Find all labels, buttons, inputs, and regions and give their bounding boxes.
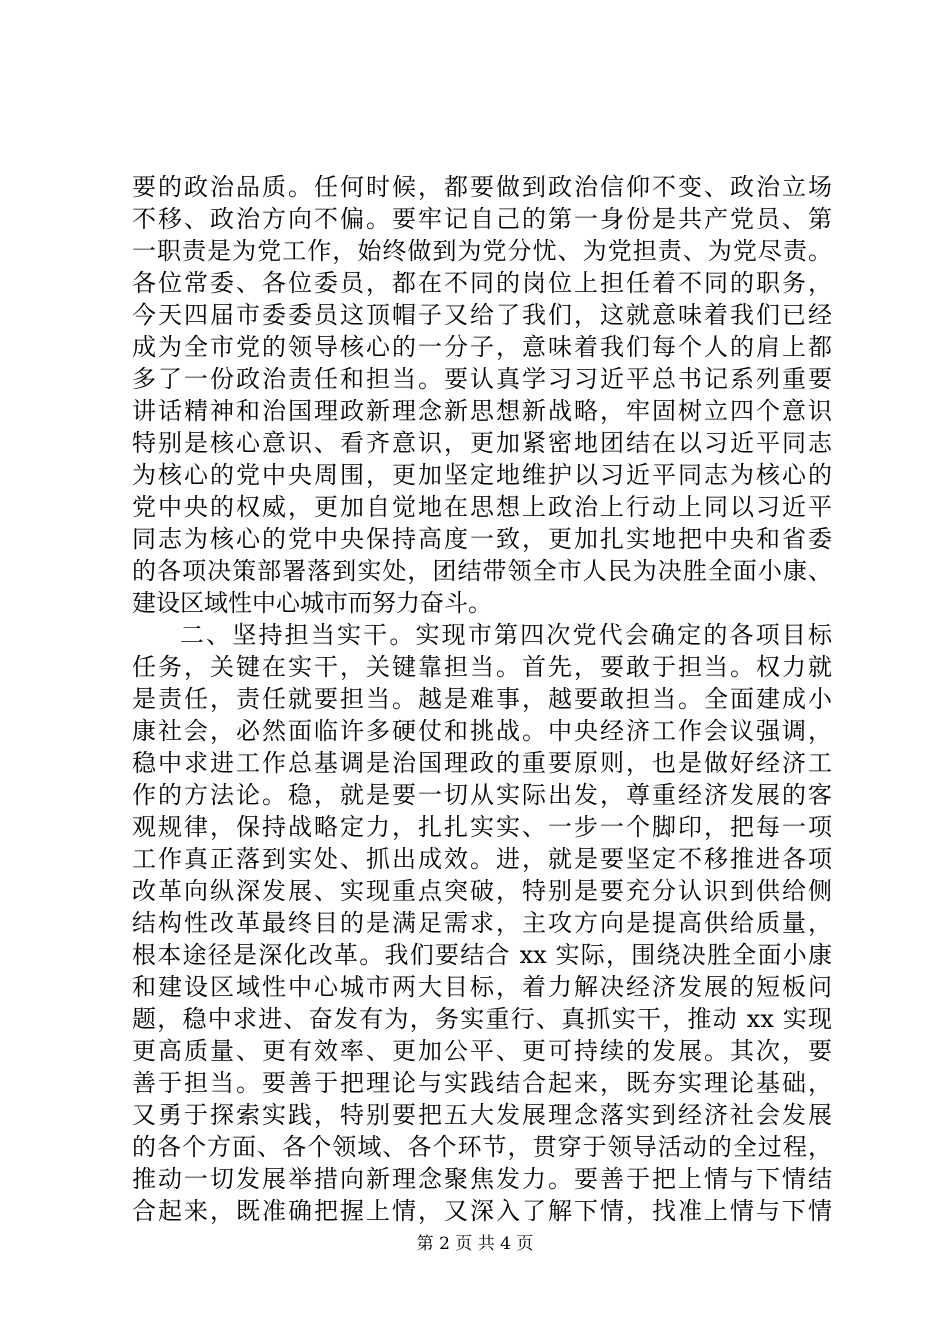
page-footer: 第 2 页 共 4 页	[416, 1234, 534, 1254]
text-line: 为核心的党中央周围，更加坚定地维护以习近平同志为核心的	[132, 461, 832, 489]
text-line: 要的政治品质。任何时候，都要做到政治信仰不变、政治立场	[132, 173, 832, 201]
text-line: 改革向纵深发展、实现重点突破，特别是要充分认识到供给侧	[132, 877, 832, 905]
text-line: 是责任，责任就要担当。越是难事，越要敢担当。全面建成小	[132, 685, 832, 713]
text-line: 多了一份政治责任和担当。要认真学习习近平总书记系列重要	[132, 365, 832, 393]
text-line: 合起来，既准确把握上情，又深入了解下情，找准上情与下情	[132, 1197, 832, 1225]
text-line: 讲话精神和治国理政新理念新思想新战略，牢固树立四个意识	[132, 397, 832, 425]
text-line: 任务，关键在实干，关键靠担当。首先，要敢于担当。权力就	[132, 653, 832, 681]
text-line: 更高质量、更有效率、更加公平、更可持续的发展。其次，要	[132, 1037, 832, 1065]
text-line: 不移、政治方向不偏。要牢记自己的第一身份是共产党员、第	[132, 205, 832, 233]
text-line: 推动一切发展举措向新理念聚焦发力。要善于把上情与下情结	[132, 1165, 832, 1193]
text-line: 建设区域性中心城市而努力奋斗。	[132, 589, 492, 617]
text-line: 的各个方面、各个领域、各个环节，贯穿于领导活动的全过程，	[132, 1133, 832, 1161]
text-line: 的各项决策部署落到实处，团结带领全市人民为决胜全面小康、	[132, 557, 832, 585]
text-line: 题，稳中求进、奋发有为，务实重行、真抓实干，推动 xx 实现	[132, 1005, 832, 1033]
text-line: 结构性改革最终目的是满足需求，主攻方向是提高供给质量，	[132, 909, 832, 937]
text-line: 又勇于探索实践，特别要把五大发展理念落实到经济社会发展	[132, 1101, 832, 1129]
body-text	[132, 171, 832, 1227]
text-line: 一职责是为党工作，始终做到为党分忧、为党担责、为党尽责。	[132, 237, 832, 265]
text-line: 工作真正落到实处、抓出成效。进，就是要坚定不移推进各项	[132, 845, 832, 873]
text-line: 二、坚持担当实干。实现市第四次党代会确定的各项目标	[180, 621, 832, 649]
text-line: 成为全市党的领导核心的一分子，意味着我们每个人的肩上都	[132, 333, 832, 361]
text-line: 稳中求进工作总基调是治国理政的重要原则，也是做好经济工	[132, 749, 832, 777]
text-line: 作的方法论。稳，就是要一切从实际出发，尊重经济发展的客	[132, 781, 832, 809]
text-line: 特别是核心意识、看齐意识，更加紧密地团结在以习近平同志	[132, 429, 832, 457]
text-line: 康社会，必然面临许多硬仗和挑战。中央经济工作会议强调，	[132, 717, 832, 745]
text-line: 善于担当。要善于把理论与实践结合起来，既夯实理论基础，	[132, 1069, 832, 1097]
text-line: 和建设区域性中心城市两大目标，着力解决经济发展的短板问	[132, 973, 832, 1001]
text-line: 党中央的权威，更加自觉地在思想上政治上行动上同以习近平	[132, 493, 832, 521]
text-line: 各位常委、各位委员，都在不同的岗位上担任着不同的职务，	[132, 269, 832, 297]
text-line: 今天四届市委委员这顶帽子又给了我们，这就意味着我们已经	[132, 301, 832, 329]
text-line: 观规律，保持战略定力，扎扎实实、一步一个脚印，把每一项	[132, 813, 832, 841]
text-line: 根本途径是深化改革。我们要结合 xx 实际，围绕决胜全面小康	[132, 941, 832, 969]
text-line: 同志为核心的党中央保持高度一致，更加扎实地把中央和省委	[132, 525, 832, 553]
